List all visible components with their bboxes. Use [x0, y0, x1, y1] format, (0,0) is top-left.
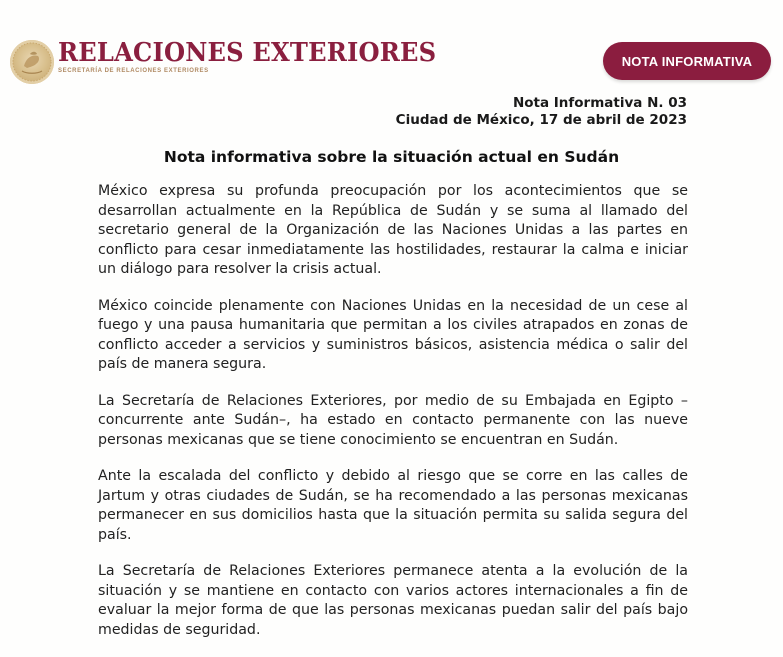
- document-body: [98, 182, 688, 657]
- brand-title: RELACIONES EXTERIORES: [58, 38, 437, 68]
- nota-informativa-badge: NOTA INFORMATIVA: [603, 42, 771, 80]
- brand-subtitle: SECRETARÍA DE RELACIONES EXTERIORES: [58, 68, 209, 74]
- paragraph: México expresa su profunda preocupación por los acontecimientos que se desarrollan actualmente en la República de Sudán y se suma al llamado del secretario general de la Organización de las Naciones Unidas a las partes en conflicto para cesar inmediatamente las hostilidades, restaurar la calma e iniciar un diálogo para resolver la crisis actual.: [98, 183, 688, 277]
- paragraph: Ante la escalada del conflicto y debido al riesgo que se corre en las calles de Jartum y otras ciudades de Sudán, se ha recomendado a las personas mexicanas permanecer en sus domicilios hasta que la situación permita su salida segura del país.: [98, 468, 688, 543]
- document-title: Nota informativa sobre la situación actual en Sudán: [163, 148, 620, 166]
- paragraph: La Secretaría de Relaciones Exteriores, por medio de su Embajada en Egipto –concurrente ante Sudán–, ha estado en contacto permanente con las nueve personas mexicanas que se tiene conocimiento se encuentran en Sudán.: [98, 392, 688, 448]
- document-meta: [396, 95, 687, 129]
- note-number: Nota Informativa N. 03: [512, 95, 687, 111]
- paragraph: La Secretaría de Relaciones Exteriores permanece atenta a la evolución de la situación y se mantiene en contacto con varios actores internacionales a fin de evaluar la mejor forma de que las personas mexicanas puedan salir del país bajo medidas de seguridad.: [98, 563, 688, 638]
- eagle-emblem-icon: [10, 40, 54, 84]
- letterhead: [0, 0, 783, 95]
- coat-of-arms-seal-icon: [10, 40, 54, 84]
- paragraph: México coincide plenamente con Naciones Unidas en la necesidad de un cese al fuego y una pausa humanitaria que permitan a los civiles atrapados en zonas de conflicto acceder a servicios y suministros básicos, asistencia médica o salir del país de manera segura.: [98, 297, 688, 372]
- place-date: Ciudad de México, 17 de abril de 2023: [395, 112, 687, 128]
